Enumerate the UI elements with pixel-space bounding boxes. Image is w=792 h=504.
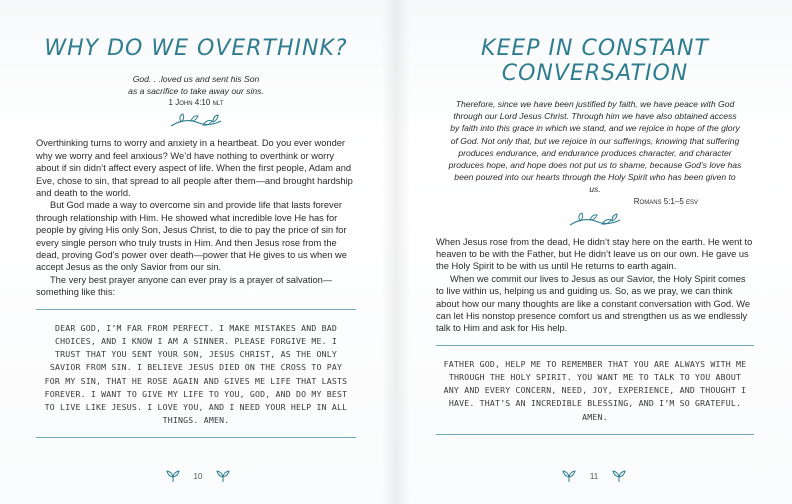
paragraph: But God made a way to overcome sin and provide life that lasts forever through relationship with Him. He showed what incredible love He has for people by giving His only Son, Jesus Christ, to die to pay the price of sin for every single person who truly trusts in Him. And then Jesus rose from the dead, proving God’s power over death—power that He gives to us when we accept Jesus as the only Savior from our sin.: [36, 200, 347, 273]
divider-line: [36, 309, 356, 310]
paragraph: The very best prayer anyone can ever pray is a prayer of salvation—something like this:: [36, 274, 333, 298]
scripture-verse: Therefore, since we have been justified by faith, we have peace with God through our Lord Jesus Christ. Through him we have also obtained access by faith into this grace in which we stand, and we rejoice in hope of the glory of God. Not only that, but we rejoice in our sufferings, knowing that suffering produces endurance, and endurance produces character, and character produces hope, and hope does not put us to shame, because God’s love has been poured into our hearts through the Holy Spirit who has been given to us.: [448, 99, 742, 195]
paragraph: When we commit our lives to Jesus as our Savior, the Holy Spirit comes to live within us, helping us and guiding us. So, as we pray, we can think about how our many thoughts are like a constant conversation with God. We can let His nonstop presence comfort us and strengthen us as we endlessly talk to Him and ask for His help.: [436, 273, 751, 334]
verse-line: God. . .loved us and sent his Son: [132, 74, 260, 84]
divider-line: [436, 345, 754, 346]
page-footer: [396, 470, 792, 482]
paragraph: When Jesus rose from the dead, He didn’t stay here on the earth. He went to heaven to be with the Father, but He didn’t leave us on our own. He gave us the Holy Spirit to be with us until He returns to earth again.: [436, 236, 753, 272]
leaf-sprig-icon: [568, 212, 622, 230]
right-page: [396, 0, 792, 504]
verse-reference: 1 John 4:10 nlt: [168, 98, 224, 108]
leaf-sprig-icon: [169, 113, 223, 131]
sprig-icon: [166, 470, 180, 482]
sprig-icon: [612, 470, 626, 482]
sprig-icon: [216, 470, 230, 482]
page-number: 11: [589, 471, 599, 481]
prayer-text: FATHER GOD, HELP ME TO REMEMBER THAT YOU ARE ALWAYS WITH ME THROUGH THE HOLY SPIRIT. YOU WANT ME TO TALK TO YOU ABOUT ANY AND EVERY CONCERN, NEED, JOY, EXPERIENCE, AND THOUGHT I HAVE. THAT’S AN INCREDIBLE BLESSING, AND I’M SO GRATEFUL. AMEN.: [443, 358, 747, 422]
divider-line: [436, 434, 754, 435]
verse-reference: Romans 5:1–5 esv: [633, 196, 698, 206]
prayer-text: DEAR GOD, I’M FAR FROM PERFECT. I MAKE MISTAKES AND BAD CHOICES, AND I KNOW I AM A SINNER. PLEASE FORGIVE ME. I TRUST THAT YOU SENT YOUR SON, JESUS CHRIST, AS THE ONLY SAVIOR FROM SIN. I BELIEVE JESUS DIED ON THE CROSS TO PAY FOR MY SIN, THAT HE ROSE AGAIN AND GIVES ME LIFE THAT LASTS FOREVER. I WANT TO GIVE MY LIFE TO YOU, GOD, AND DO MY BEST TO LIVE LIKE JESUS. I LOVE YOU, AND I NEED YOUR HELP IN ALL THINGS. AMEN.: [44, 322, 348, 426]
page-number: 10: [193, 471, 203, 481]
paragraph: Overthinking turns to worry and anxiety in a heartbeat. Do you ever wonder why we worry and feel anxious? We’d have nothing to overthink or worry about if sin didn’t affect every aspect of life. When the first people, Adam and Eve, chose to sin, that spread to all people after them—and brought hardship and death to the world.: [36, 138, 353, 199]
verse-line: as a sacrifice to take away our sins.: [128, 86, 264, 97]
page-title: KEEP IN CONSTANT CONVERSATION: [481, 36, 709, 86]
page-footer: [0, 470, 396, 482]
page-title: WHY DO WE OVERTHINK?: [44, 36, 348, 61]
body-text: [436, 236, 754, 335]
body-text: [36, 137, 356, 298]
scripture-verse: [36, 73, 356, 97]
sprig-icon: [562, 470, 576, 482]
divider-line: [36, 437, 356, 438]
